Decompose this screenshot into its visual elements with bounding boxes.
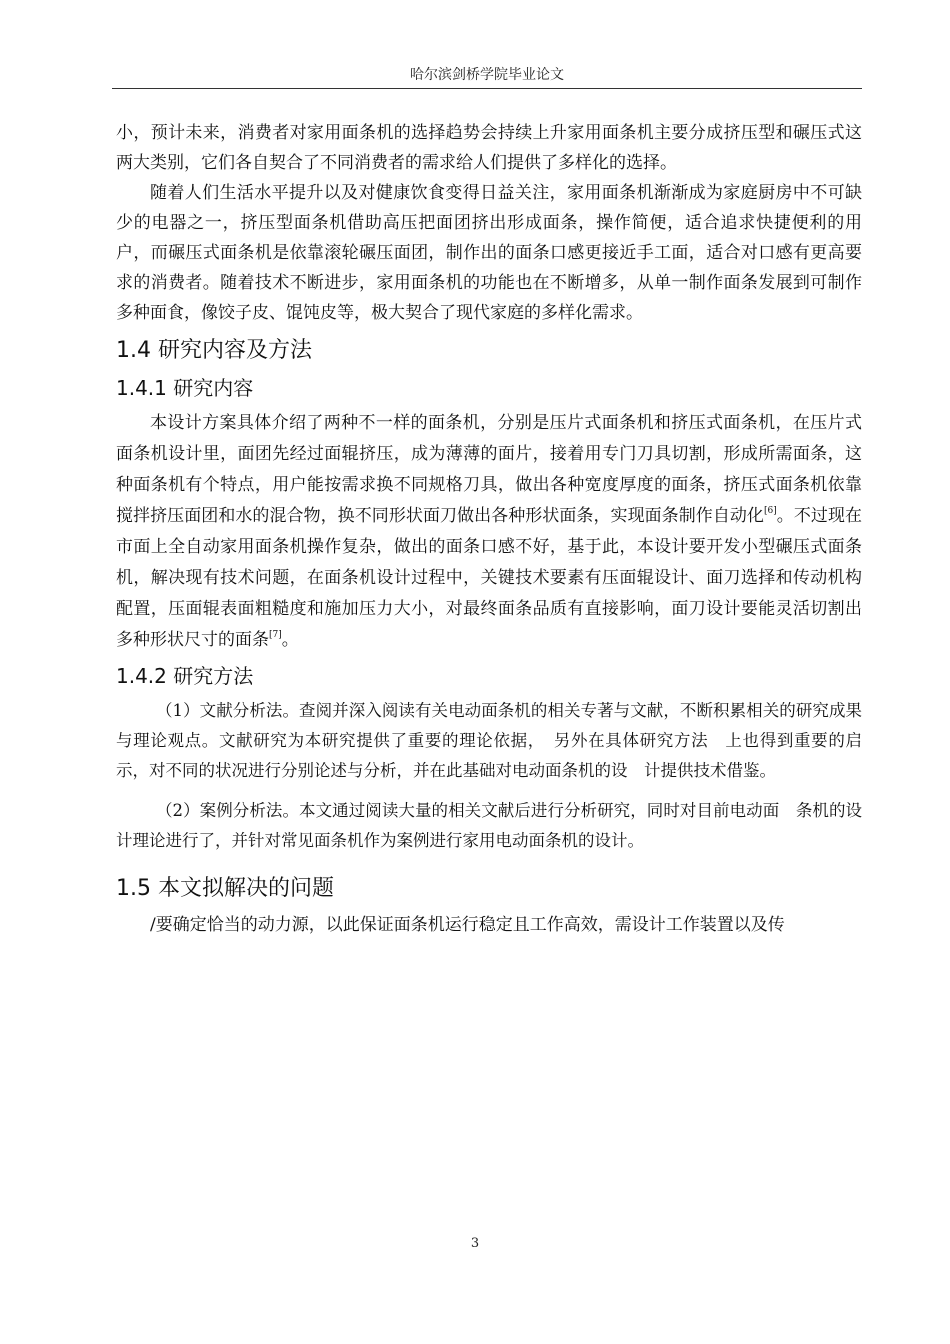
- research-content-text-a: 本设计方案具体介绍了两种不一样的面条机，分别是压片式面条机和挤压式面条机，在压片式面条机设计里，面团先经过面辊挤压，成为薄薄的面片，接着用专门刀具切割，形成所需面条，这种面条机有个特点，用户能按需求换不同规格刀具，做出各种宽度厚度的面条，挤压式面条机依靠搅拌挤压面团和水的混合物，换不同形状面刀做出各种形状面条，实现面条制作自动化: [116, 413, 862, 526]
- subsection-heading-1-4-2: 1.4.2 研究方法: [116, 664, 254, 688]
- section-heading-1-4: 1.4 研究内容及方法: [116, 338, 312, 363]
- header-divider: [112, 88, 862, 89]
- intro-paragraph-2: 随着人们生活水平提升以及对健康饮食变得日益关注，家用面条机渐渐成为家庭厨房中不可缺少的电器之一，挤压型面条机借助高压把面团挤出形成面条，操作简便，适合追求快捷便利的用户，而碾压式面条机是依靠滚轮碾压面团，制作出的面条口感更接近手工面，适合对口感有更高要求的消费者。随着技术不断进步，家用面条机的功能也在不断增多，从单一制作面条发展到可制作多种面食，像饺子皮、馄饨皮等，极大契合了现代家庭的多样化需求。: [116, 183, 862, 323]
- intro-paragraph-1: 小，预计未来，消费者对家用面条机的选择趋势会持续上升家用面条机主要分成挤压型和碾压式这两大类别，它们各自契合了不同消费者的需求给人们提供了多样化的选择。: [116, 123, 862, 173]
- document-body: [116, 118, 862, 940]
- research-content-text-b: 。不过现在市面上全自动家用面条机操作复杂，做出的面条口感不好，基于此，本设计要开发小型碾压式面条机，解决现有技术问题，在面条机设计过程中，关键技术要素有压面辊设计、面刀选择和传动机构配置，压面辊表面粗糙度和施加压力大小，对最终面条品质有直接影响，面刀设计要能灵活切割出多种形状尺寸的面条: [116, 506, 863, 650]
- method-item-case-study: （2）案例分析法。本文通过阅读大量的相关文献后进行分析研究，同时对目前电动面 条机的设计理论进行了，并针对常见面条机作为案例进行家用电动面条机的设计。: [116, 801, 862, 850]
- citation-6: [6]: [764, 506, 777, 516]
- subsection-heading-1-4-1: 1.4.1 研究内容: [116, 376, 254, 400]
- page-header: 哈尔滨剑桥学院毕业论文: [410, 67, 564, 83]
- problem-paragraph: /要确定恰当的动力源，以此保证面条机运行稳定且工作高效，需设计工作装置以及传: [150, 915, 785, 935]
- method-item-literature: （1）文献分析法。查阅并深入阅读有关电动面条机的相关专著与文献，不断积累相关的研究成果与理论观点。文献研究为本研究提供了重要的理论依据， 另外在具体研究方法 上也得到重要的启示，对不同的状况进行分别论述与分析，并在此基础对电动面条机的设 计提供技术借鉴。: [116, 701, 862, 780]
- page-number: 3: [470, 1236, 480, 1251]
- research-content-paragraph: [116, 408, 862, 656]
- research-content-text-c: 。: [281, 630, 299, 650]
- section-heading-1-5: 1.5 本文拟解决的问题: [116, 876, 334, 901]
- citation-7: [7]: [269, 630, 282, 640]
